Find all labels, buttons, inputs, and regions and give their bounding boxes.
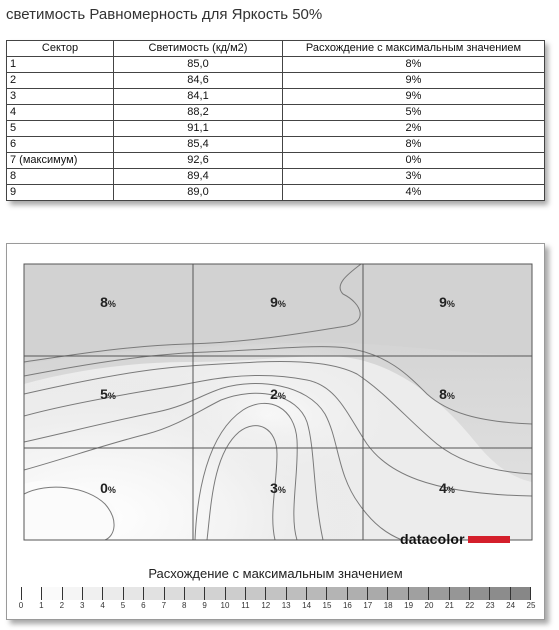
sector-deviation-unit: % xyxy=(446,299,455,309)
sector-deviation-unit: % xyxy=(107,299,116,309)
legend-scale-cell xyxy=(123,587,143,600)
legend-scale-cell xyxy=(510,587,531,600)
legend-scale-cell xyxy=(408,587,428,600)
legend-scale-cell xyxy=(326,587,346,600)
deviation-cell: 2% xyxy=(283,121,545,137)
legend-tick-label: 21 xyxy=(444,601,454,610)
sector-deviation-value: 9 xyxy=(439,294,447,310)
table-row xyxy=(7,105,545,121)
legend-scale-cell xyxy=(449,587,469,600)
legend-tick-label: 9 xyxy=(202,601,207,610)
legend-tick-label: 17 xyxy=(363,601,373,610)
legend-tick-label: 5 xyxy=(120,601,126,610)
legend-tick-label: 14 xyxy=(302,601,312,610)
luminance-cell: 91,1 xyxy=(114,121,283,137)
brand-logo xyxy=(400,528,531,550)
sector-deviation-value: 8 xyxy=(100,294,108,310)
luminance-cell: 85,4 xyxy=(114,137,283,153)
legend-tick-label: 11 xyxy=(241,601,250,610)
legend-tick-label: 12 xyxy=(261,601,271,610)
deviation-cell: 9% xyxy=(283,89,545,105)
legend-color-scale xyxy=(21,587,531,600)
table-row xyxy=(7,169,545,185)
sector-deviation-label xyxy=(417,294,477,310)
legend-scale-cell xyxy=(245,587,265,600)
sector-deviation-label xyxy=(78,480,138,496)
sector-cell: 9 xyxy=(7,185,114,201)
legend-tick-label: 25 xyxy=(526,601,536,610)
brand-name: datacolor xyxy=(400,531,465,547)
sector-deviation-value: 9 xyxy=(270,294,278,310)
luminance-cell: 92,6 xyxy=(114,153,283,169)
uniformity-table-container xyxy=(6,40,544,201)
legend-scale-cell xyxy=(21,587,41,600)
luminance-cell: 84,6 xyxy=(114,73,283,89)
legend-scale-cell xyxy=(387,587,407,600)
sector-deviation-label xyxy=(248,386,308,402)
legend-tick-label: 20 xyxy=(424,601,434,610)
legend-title: Расхождение с максимальным значением xyxy=(148,566,403,581)
table-row xyxy=(7,185,545,201)
legend-scale-cell xyxy=(347,587,367,600)
sector-deviation-value: 8 xyxy=(439,386,447,402)
deviation-cell: 9% xyxy=(283,73,545,89)
luminance-cell: 88,2 xyxy=(114,105,283,121)
legend-scale-cell xyxy=(62,587,82,600)
legend-tick-label: 16 xyxy=(342,601,352,610)
legend-scale-cell xyxy=(102,587,122,600)
sector-deviation-unit: % xyxy=(277,391,286,401)
sector-deviation-value: 4 xyxy=(439,480,447,496)
sector-deviation-value: 0 xyxy=(100,480,108,496)
brand-red-bar-icon xyxy=(468,536,510,543)
legend-scale-cell xyxy=(204,587,224,600)
legend-tick-label: 6 xyxy=(141,601,146,610)
col-header-sector: Сектор xyxy=(7,41,114,57)
deviation-cell: 8% xyxy=(283,137,545,153)
table-row xyxy=(7,89,545,105)
legend-scale-cell xyxy=(306,587,326,600)
legend-tick-label: 7 xyxy=(161,601,167,610)
legend-tick-label: 18 xyxy=(383,601,393,610)
deviation-cell: 8% xyxy=(283,57,545,73)
legend-scale-cell xyxy=(82,587,102,600)
legend-tick-label: 22 xyxy=(465,601,475,610)
sector-cell: 5 xyxy=(7,121,114,137)
legend-tick-label: 19 xyxy=(404,601,414,610)
sector-deviation-label xyxy=(78,386,138,402)
uniformity-table xyxy=(6,40,545,201)
sector-deviation-label xyxy=(78,294,138,310)
sector-deviation-unit: % xyxy=(446,485,455,495)
deviation-cell: 0% xyxy=(283,153,545,169)
sector-deviation-label xyxy=(417,386,477,402)
deviation-cell: 4% xyxy=(283,185,545,201)
col-header-luminance: Светимость (кд/м2) xyxy=(114,41,283,57)
table-row xyxy=(7,121,545,137)
legend-scale-cell xyxy=(225,587,245,600)
sector-deviation-label xyxy=(248,294,308,310)
luminance-cell: 89,0 xyxy=(114,185,283,201)
legend-scale-cell xyxy=(469,587,489,600)
sector-deviation-unit: % xyxy=(277,485,286,495)
legend-tick-label: 10 xyxy=(220,601,230,610)
sector-deviation-unit: % xyxy=(277,299,286,309)
sector-cell: 6 xyxy=(7,137,114,153)
legend-scale-cell xyxy=(164,587,184,600)
sector-deviation-unit: % xyxy=(446,391,455,401)
legend-tick-label: 23 xyxy=(485,601,495,610)
legend-tick-label: 15 xyxy=(322,601,332,610)
sector-deviation-unit: % xyxy=(107,485,116,495)
sector-cell: 3 xyxy=(7,89,114,105)
legend-tick-label: 0 xyxy=(18,601,24,610)
sector-cell: 2 xyxy=(7,73,114,89)
table-row xyxy=(7,73,545,89)
sector-deviation-value: 5 xyxy=(100,386,108,402)
sector-cell: 4 xyxy=(7,105,114,121)
sector-deviation-value: 3 xyxy=(270,480,278,496)
deviation-cell: 3% xyxy=(283,169,545,185)
table-row xyxy=(7,153,545,169)
sector-cell: 8 xyxy=(7,169,114,185)
legend-scale-cell xyxy=(41,587,61,600)
legend-tick-label: 8 xyxy=(181,601,187,610)
legend-scale-cell xyxy=(428,587,448,600)
legend-tick-label: 13 xyxy=(281,601,291,610)
sector-deviation-value: 2 xyxy=(270,386,278,402)
legend-scale-cell xyxy=(489,587,509,600)
legend-scale-cell xyxy=(184,587,204,600)
sector-deviation-label xyxy=(248,480,308,496)
sector-cell: 7 (максимум) xyxy=(7,153,114,169)
legend-scale-cell xyxy=(367,587,387,600)
legend-tick-label: 24 xyxy=(506,601,516,610)
legend-tick-label: 3 xyxy=(79,601,85,610)
legend-tick-label: 4 xyxy=(100,601,105,610)
luminance-cell: 85,0 xyxy=(114,57,283,73)
sector-deviation-label xyxy=(417,480,477,496)
legend-tick-label: 1 xyxy=(39,601,44,610)
table-row xyxy=(7,137,545,153)
legend-scale-cell xyxy=(265,587,285,600)
table-row xyxy=(7,57,545,73)
deviation-cell: 5% xyxy=(283,105,545,121)
sector-deviation-unit: % xyxy=(107,391,116,401)
uniformity-map-panel xyxy=(6,243,545,620)
legend-scale-cell xyxy=(286,587,306,600)
luminance-cell: 89,4 xyxy=(114,169,283,185)
sector-cell: 1 xyxy=(7,57,114,73)
table-header-row xyxy=(7,41,545,57)
page-title: светимость Равномерность для Яркость 50% xyxy=(6,6,323,23)
luminance-cell: 84,1 xyxy=(114,89,283,105)
legend-scale-cell xyxy=(143,587,163,600)
col-header-deviation: Расхождение с максимальным значением xyxy=(283,41,545,57)
legend-tick-label: 2 xyxy=(59,601,65,610)
